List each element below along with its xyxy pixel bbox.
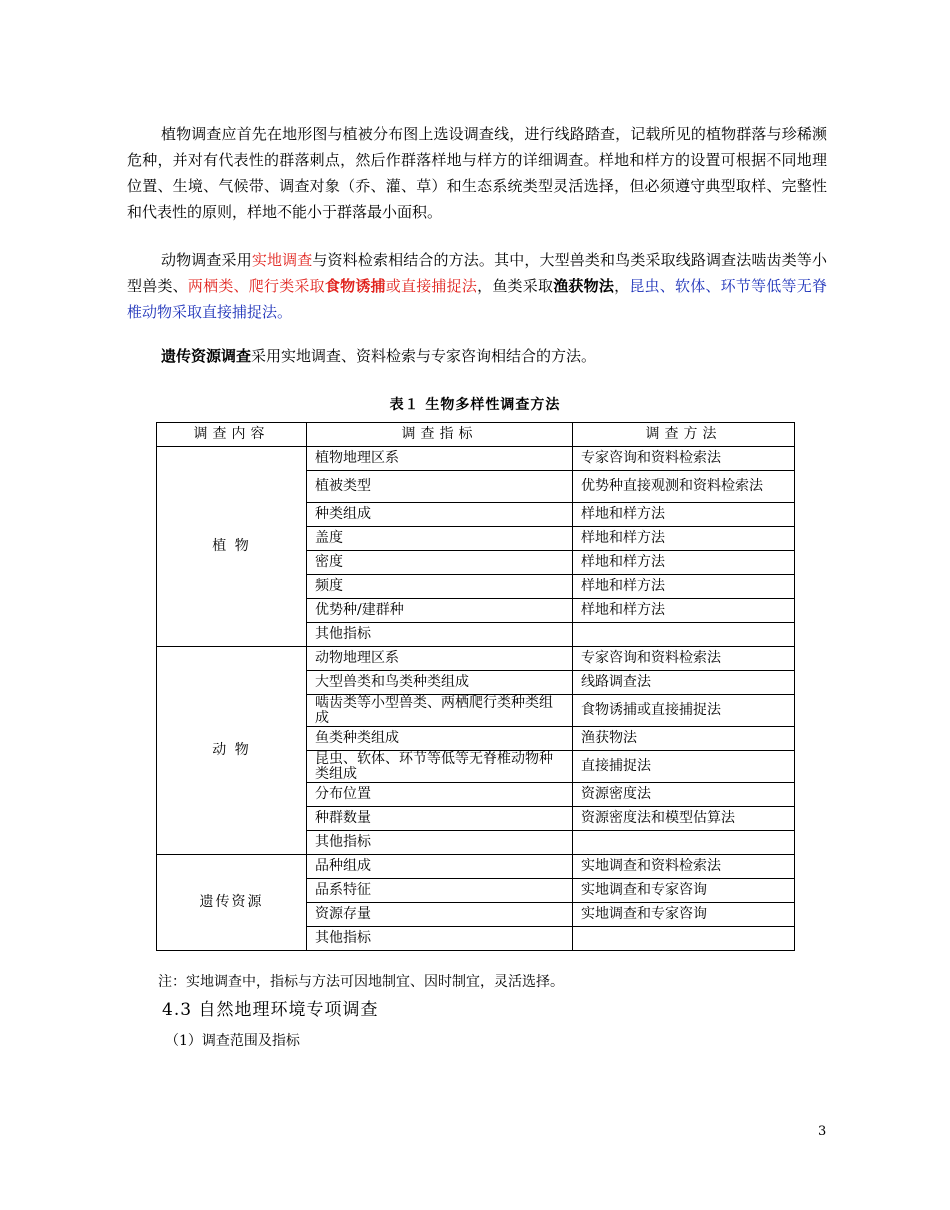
para2-seg7: ，鱼类采取 bbox=[477, 277, 554, 295]
category-genetic-resources: 遗传资源 bbox=[157, 855, 307, 951]
para2-food-trapping: 食物诱捕 bbox=[324, 277, 386, 295]
indicator-cell: 啮齿类等小型兽类、两栖爬行类种类组成 bbox=[307, 695, 573, 727]
para2-catch-method: 渔获物法 bbox=[553, 277, 615, 295]
method-cell bbox=[573, 623, 795, 647]
method-cell: 样地和样方法 bbox=[573, 503, 795, 527]
indicator-cell: 品种组成 bbox=[307, 855, 573, 879]
method-cell: 直接捕捉法 bbox=[573, 751, 795, 783]
method-cell: 专家咨询和资料检索法 bbox=[573, 647, 795, 671]
method-cell: 实地调查和专家咨询 bbox=[573, 903, 795, 927]
table-note: 注：实地调查中，指标与方法可因地制宜、因时制宜，灵活选择。 bbox=[158, 974, 564, 990]
method-cell: 优势种直接观测和资料检索法 bbox=[573, 471, 795, 503]
method-cell: 资源密度法 bbox=[573, 783, 795, 807]
method-cell: 线路调查法 bbox=[573, 671, 795, 695]
para3-text: 采用实地调查、资料检索与专家咨询相结合的方法。 bbox=[251, 347, 597, 365]
para2-direct-capture: 或直接捕捉法 bbox=[385, 277, 478, 295]
para2-amphibians: 两栖类、爬行类采取 bbox=[187, 277, 325, 295]
page-number: 3 bbox=[818, 1124, 827, 1139]
method-cell: 样地和样方法 bbox=[573, 551, 795, 575]
para2-seg9: ， bbox=[614, 277, 630, 295]
indicator-cell: 分布位置 bbox=[307, 783, 573, 807]
indicator-cell: 种类组成 bbox=[307, 503, 573, 527]
plant-survey-paragraph: 植物调查应首先在地形图与植被分布图上选设调查线，进行线路踏查，记载所见的植物群落与珍稀濒危种，并对有代表性的群落刺点，然后作群落样地与样方的详细调查。样地和样方的设置可根据不同地理位置、生境、气候带、调查对象（乔、灌、草）和生态系统类型灵活选择，但必须遵守典型取样、完整性和代表性的原则，样地不能小于群落最小面积。 bbox=[127, 125, 827, 221]
indicator-cell: 种群数量 bbox=[307, 807, 573, 831]
indicator-cell: 其他指标 bbox=[307, 831, 573, 855]
table-row bbox=[157, 447, 795, 471]
indicator-cell: 其他指标 bbox=[307, 623, 573, 647]
indicator-cell: 盖度 bbox=[307, 527, 573, 551]
indicator-cell: 昆虫、软体、环节等低等无脊椎动物种类组成 bbox=[307, 751, 573, 783]
method-cell: 渔获物法 bbox=[573, 727, 795, 751]
indicator-cell: 大型兽类和鸟类种类组成 bbox=[307, 671, 573, 695]
para3-term: 遗传资源调查 bbox=[161, 347, 252, 365]
method-cell bbox=[573, 831, 795, 855]
indicator-cell: 资源存量 bbox=[307, 903, 573, 927]
table-header-row bbox=[157, 423, 795, 447]
para2-seg3: 与资料检索相结合的方法。其中，大型兽类和鸟类采取线路调查法啮齿类等小型兽类、 bbox=[127, 251, 827, 295]
indicator-cell: 植被类型 bbox=[307, 471, 573, 503]
category-plants: 植 物 bbox=[157, 447, 307, 647]
indicator-cell: 频度 bbox=[307, 575, 573, 599]
method-cell: 实地调查和资料检索法 bbox=[573, 855, 795, 879]
indicator-cell: 鱼类种类组成 bbox=[307, 727, 573, 751]
indicator-cell: 品系特征 bbox=[307, 879, 573, 903]
indicator-cell: 密度 bbox=[307, 551, 573, 575]
header-content: 调查内容 bbox=[157, 423, 307, 447]
header-method: 调查方法 bbox=[573, 423, 795, 447]
para2-invertebrates: 昆虫、软体、环节等低等无脊椎动物采取直接捕捉法。 bbox=[127, 277, 827, 321]
indicator-cell: 动物地理区系 bbox=[307, 647, 573, 671]
para2-field-survey: 实地调查 bbox=[251, 251, 313, 269]
subsection-heading: （1）调查范围及指标 bbox=[165, 1033, 300, 1049]
table-row bbox=[157, 647, 795, 671]
category-animals: 动 物 bbox=[157, 647, 307, 855]
indicator-cell: 优势种/建群种 bbox=[307, 599, 573, 623]
section-heading: 4.3 自然地理环境专项调查 bbox=[162, 1000, 379, 1020]
method-cell: 样地和样方法 bbox=[573, 575, 795, 599]
para2-seg1: 动物调查采用 bbox=[161, 251, 252, 269]
table-caption: 表１ 生物多样性调查方法 bbox=[389, 397, 561, 413]
biodiversity-survey-table bbox=[156, 422, 795, 951]
method-cell: 实地调查和专家咨询 bbox=[573, 879, 795, 903]
method-cell: 资源密度法和模型估算法 bbox=[573, 807, 795, 831]
method-cell: 样地和样方法 bbox=[573, 599, 795, 623]
method-cell: 专家咨询和资料检索法 bbox=[573, 447, 795, 471]
genetic-resource-paragraph bbox=[127, 343, 827, 369]
table-row bbox=[157, 855, 795, 879]
method-cell bbox=[573, 927, 795, 951]
method-cell: 样地和样方法 bbox=[573, 527, 795, 551]
indicator-cell: 其他指标 bbox=[307, 927, 573, 951]
animal-survey-paragraph bbox=[127, 247, 827, 325]
method-cell: 食物诱捕或直接捕捉法 bbox=[573, 695, 795, 727]
indicator-cell: 植物地理区系 bbox=[307, 447, 573, 471]
header-indicator: 调查指标 bbox=[307, 423, 573, 447]
